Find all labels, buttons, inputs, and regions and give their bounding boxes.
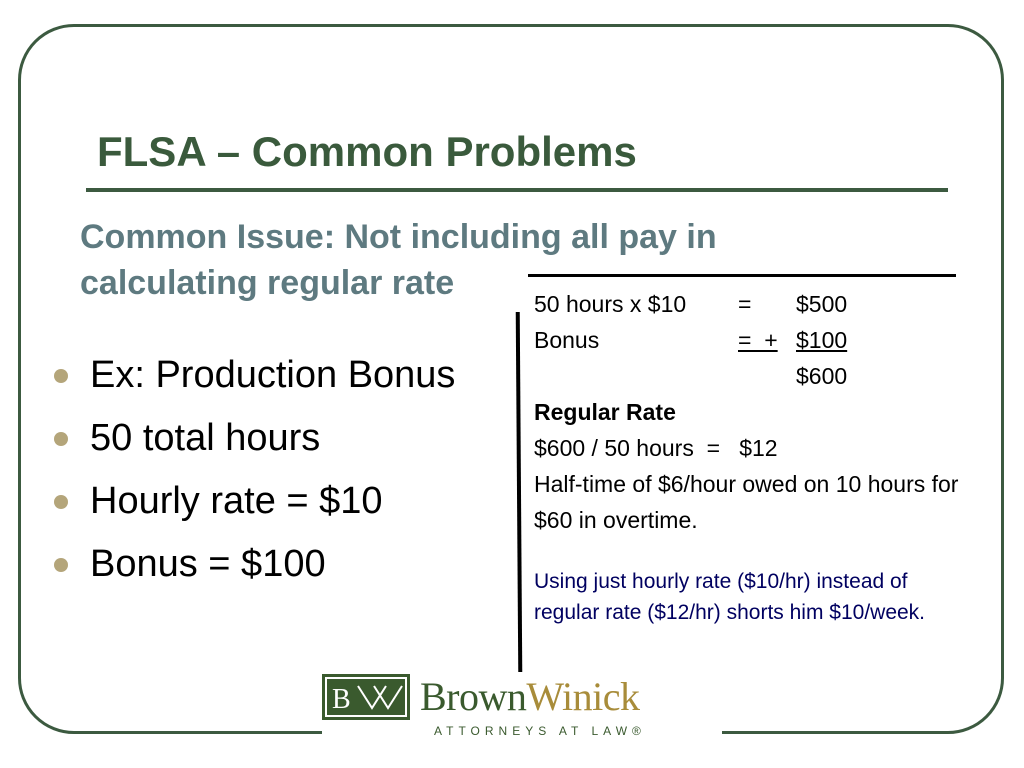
logo-wordmark — [420, 674, 640, 720]
bullet-item — [54, 344, 455, 407]
logo-word-winick: Winick — [526, 674, 640, 719]
calc-operator: = — [738, 291, 752, 317]
bullet-icon — [54, 558, 68, 572]
calc-total: $600 — [796, 363, 848, 389]
bullet-text: 50 total hours — [90, 417, 321, 459]
svg-text:B: B — [332, 684, 351, 715]
bullet-text: Hourly rate = $10 — [90, 480, 383, 522]
bullet-list — [54, 344, 455, 596]
overtime-text: Half-time of $6/hour owed on 10 hours for $60 in overtime. — [534, 471, 959, 533]
brownwinick-logo — [322, 674, 722, 740]
shortfall-note: Using just hourly rate ($10/hr) instead of regular rate ($12/hr) shorts him $10/week. — [534, 570, 926, 624]
regular-rate-heading: Regular Rate — [534, 399, 676, 425]
bullet-icon — [54, 432, 68, 446]
calc-label: Bonus — [534, 327, 600, 353]
calculation-box — [534, 286, 974, 538]
bullet-text: Ex: Production Bonus — [90, 354, 456, 396]
bullet-item — [54, 470, 455, 533]
regular-rate-line: $600 / 50 hours = $12 — [534, 435, 778, 461]
calc-top-divider — [528, 274, 956, 277]
calc-row-bonus — [534, 322, 974, 358]
bullet-text: Bonus = $100 — [90, 543, 326, 585]
calc-row-total — [534, 358, 974, 394]
logo-mark-icon — [322, 674, 410, 720]
bullet-icon — [54, 369, 68, 383]
bullet-item — [54, 533, 455, 596]
calc-label: 50 hours x $10 — [534, 291, 687, 317]
slide-subtitle: Common Issue: Not including all pay in calculating regular rate — [80, 218, 717, 302]
logo-word-brown: Brown — [420, 674, 527, 719]
calc-operator: = + — [738, 327, 778, 353]
slide-title: FLSA – Common Problems — [97, 128, 637, 175]
bullet-item — [54, 407, 455, 470]
bullet-icon — [54, 495, 68, 509]
logo-tagline: ATTORNEYS AT LAW® — [434, 724, 646, 738]
calc-row-hours — [534, 286, 974, 322]
title-underline — [86, 188, 948, 192]
calc-amount: $100 — [796, 327, 848, 353]
calc-amount: $500 — [796, 291, 848, 317]
